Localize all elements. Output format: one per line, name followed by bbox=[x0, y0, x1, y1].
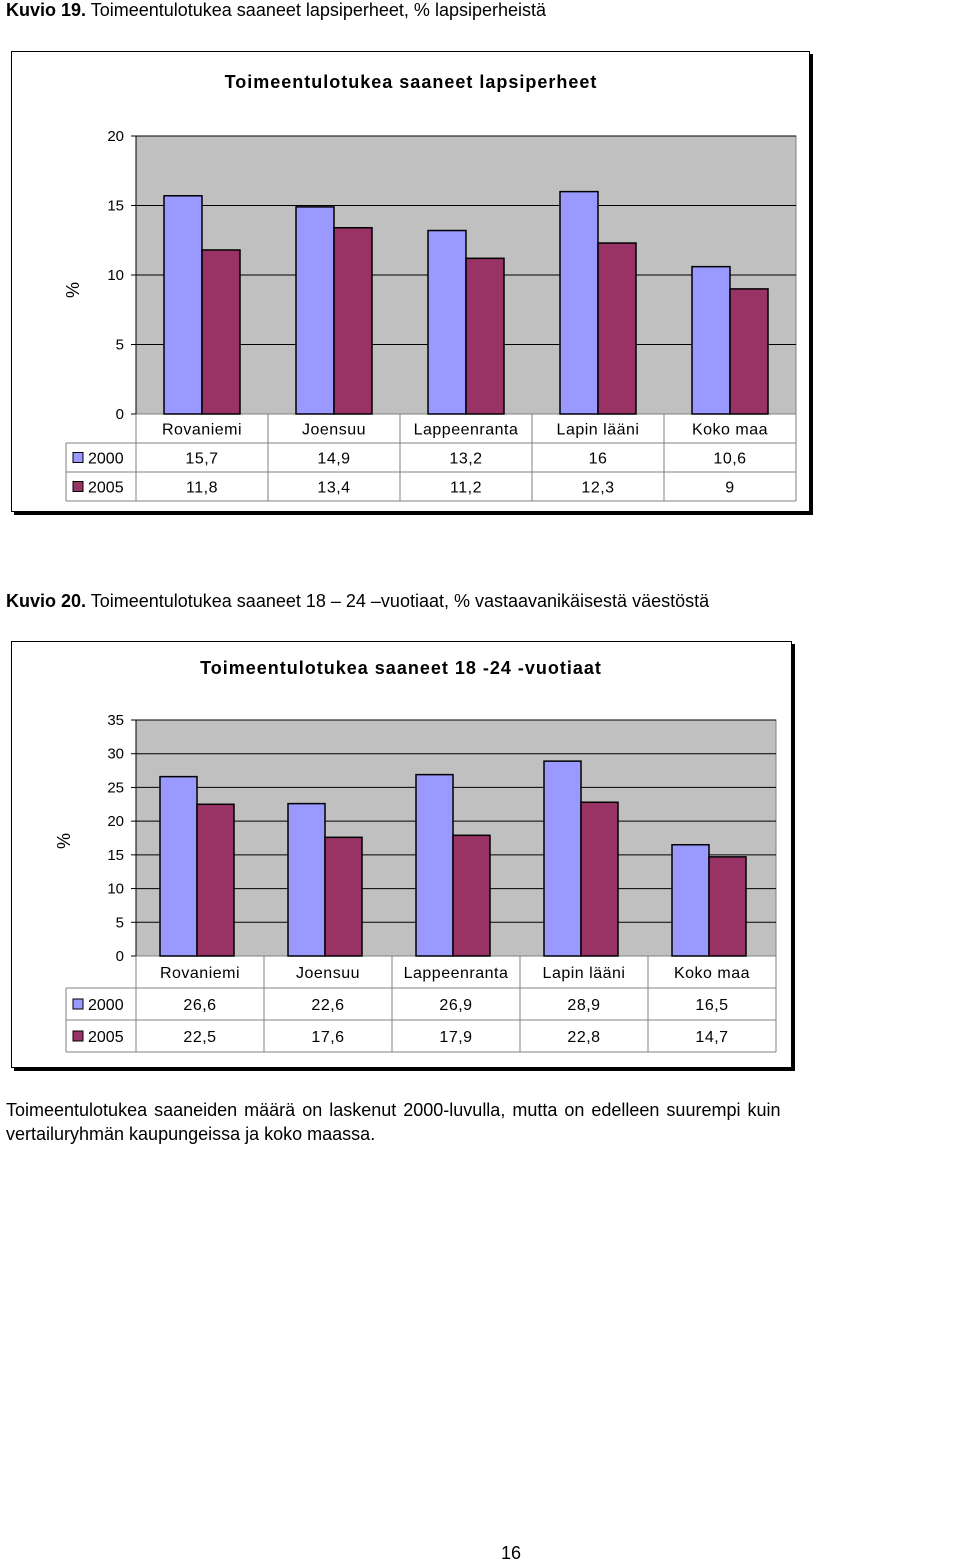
page-number: 16 bbox=[500, 1543, 522, 1563]
data-label: 17,6 bbox=[311, 1029, 345, 1046]
bar-2000-3 bbox=[416, 775, 453, 956]
y-tick-label: 30 bbox=[107, 745, 124, 763]
data-label: 12,3 bbox=[581, 479, 615, 497]
y-tick-label: 20 bbox=[107, 813, 124, 831]
y-tick-label: 25 bbox=[107, 779, 124, 797]
category-label: Lappeenranta bbox=[413, 421, 519, 439]
bar-2000-5 bbox=[672, 845, 709, 956]
body-text-line-1: Toimeentulotukea saaneiden määrä on laskenut 2000-luvulla, mutta on edelleen suurempi kuin bbox=[6, 1100, 781, 1120]
category-label: Lapin lääni bbox=[542, 965, 626, 982]
category-label: Rovaniemi bbox=[159, 965, 241, 982]
legend-label-2005: 2005 bbox=[88, 1029, 124, 1046]
legend-swatch-2000 bbox=[73, 453, 83, 463]
figure-20-label: Kuvio 20. bbox=[6, 591, 87, 611]
chart-title: Toimeentulotukea saaneet lapsiperheet bbox=[224, 72, 598, 92]
bar-2000-1 bbox=[160, 777, 197, 956]
y-tick-label: 0 bbox=[115, 948, 124, 965]
y-tick-label: 10 bbox=[107, 267, 124, 284]
data-label: 10,6 bbox=[713, 450, 747, 468]
y-tick-label: 0 bbox=[115, 406, 124, 423]
bar-2005-2 bbox=[334, 228, 372, 414]
bar-2000-3 bbox=[428, 231, 466, 414]
category-label: Koko maa bbox=[673, 965, 751, 982]
figure-20-caption-text: Toimeentulotukea saaneet 18 – 24 –vuotiaat, % vastaavanikäisestä väestöstä bbox=[90, 591, 710, 611]
y-tick-label: 35 bbox=[107, 712, 124, 729]
data-label: 11,8 bbox=[186, 479, 218, 497]
y-tick-label: 20 bbox=[107, 128, 124, 145]
category-label: Joensuu bbox=[296, 965, 360, 982]
y-tick-label: 5 bbox=[115, 914, 124, 932]
bar-2000-2 bbox=[296, 207, 334, 414]
data-label: 26,6 bbox=[183, 997, 217, 1014]
data-label: 16 bbox=[588, 450, 608, 468]
bar-2005-1 bbox=[197, 804, 234, 956]
y-axis-label: % bbox=[63, 281, 83, 299]
category-label: Lappeenranta bbox=[403, 965, 509, 982]
category-label: Koko maa bbox=[691, 421, 769, 439]
bar-2005-4 bbox=[581, 802, 618, 956]
bar-2005-2 bbox=[325, 837, 362, 956]
figure-19-label: Kuvio 19. bbox=[6, 0, 87, 20]
bar-2000-5 bbox=[692, 267, 730, 414]
legend-label-2000: 2000 bbox=[88, 997, 124, 1014]
data-label: 9 bbox=[725, 479, 735, 497]
data-label: 28,9 bbox=[567, 997, 601, 1014]
legend-swatch-2005 bbox=[73, 482, 83, 492]
chart-frame-1 bbox=[11, 51, 810, 512]
data-label: 11,2 bbox=[450, 479, 482, 497]
body-paragraph bbox=[6, 1098, 958, 1146]
chart-frame-2 bbox=[11, 641, 792, 1068]
figure-20-caption bbox=[6, 591, 709, 612]
bar-2005-1 bbox=[202, 250, 240, 414]
category-label: Joensuu bbox=[302, 421, 366, 439]
y-tick-label: 5 bbox=[115, 336, 124, 354]
body-text-line-2: vertailuryhmän kaupungeissa ja koko maassa. bbox=[6, 1124, 376, 1144]
bar-2000-1 bbox=[164, 196, 202, 414]
bar-2000-4 bbox=[544, 761, 581, 956]
category-label: Rovaniemi bbox=[161, 421, 243, 439]
data-label: 13,4 bbox=[317, 479, 351, 497]
chart-1 bbox=[12, 52, 809, 511]
data-label: 15,7 bbox=[185, 450, 219, 468]
data-label: 16,5 bbox=[695, 997, 729, 1014]
data-label: 14,9 bbox=[317, 450, 351, 468]
bar-2000-2 bbox=[288, 804, 325, 956]
data-label: 26,9 bbox=[439, 997, 473, 1014]
chart-title: Toimeentulotukea saaneet 18 -24 -vuotiaat bbox=[200, 658, 602, 678]
y-tick-label: 15 bbox=[107, 846, 124, 864]
data-label: 22,8 bbox=[567, 1029, 601, 1046]
y-tick-label: 10 bbox=[107, 880, 124, 898]
data-label: 17,9 bbox=[439, 1029, 473, 1046]
data-label: 22,6 bbox=[311, 997, 345, 1014]
bar-2005-5 bbox=[730, 289, 768, 414]
data-label: 14,7 bbox=[695, 1029, 729, 1046]
bar-2005-5 bbox=[709, 857, 746, 956]
legend-swatch-2005 bbox=[73, 1031, 83, 1041]
y-tick-label: 15 bbox=[107, 197, 124, 215]
figure-19-caption-text: Toimeentulotukea saaneet lapsiperheet, % lapsiperheistä bbox=[90, 0, 547, 20]
bar-2005-3 bbox=[466, 258, 504, 414]
figure-19-caption bbox=[6, 0, 546, 21]
bar-2000-4 bbox=[560, 192, 598, 414]
legend-label-2005: 2005 bbox=[88, 479, 124, 497]
legend-label-2000: 2000 bbox=[88, 450, 124, 468]
chart-2 bbox=[12, 642, 791, 1067]
bar-2005-4 bbox=[598, 243, 636, 414]
category-label: Lapin lääni bbox=[556, 421, 640, 439]
legend-swatch-2000 bbox=[73, 999, 83, 1009]
bar-2005-3 bbox=[453, 835, 490, 956]
data-label: 22,5 bbox=[183, 1029, 217, 1046]
data-label: 13,2 bbox=[449, 450, 483, 468]
y-axis-label: % bbox=[54, 832, 74, 850]
